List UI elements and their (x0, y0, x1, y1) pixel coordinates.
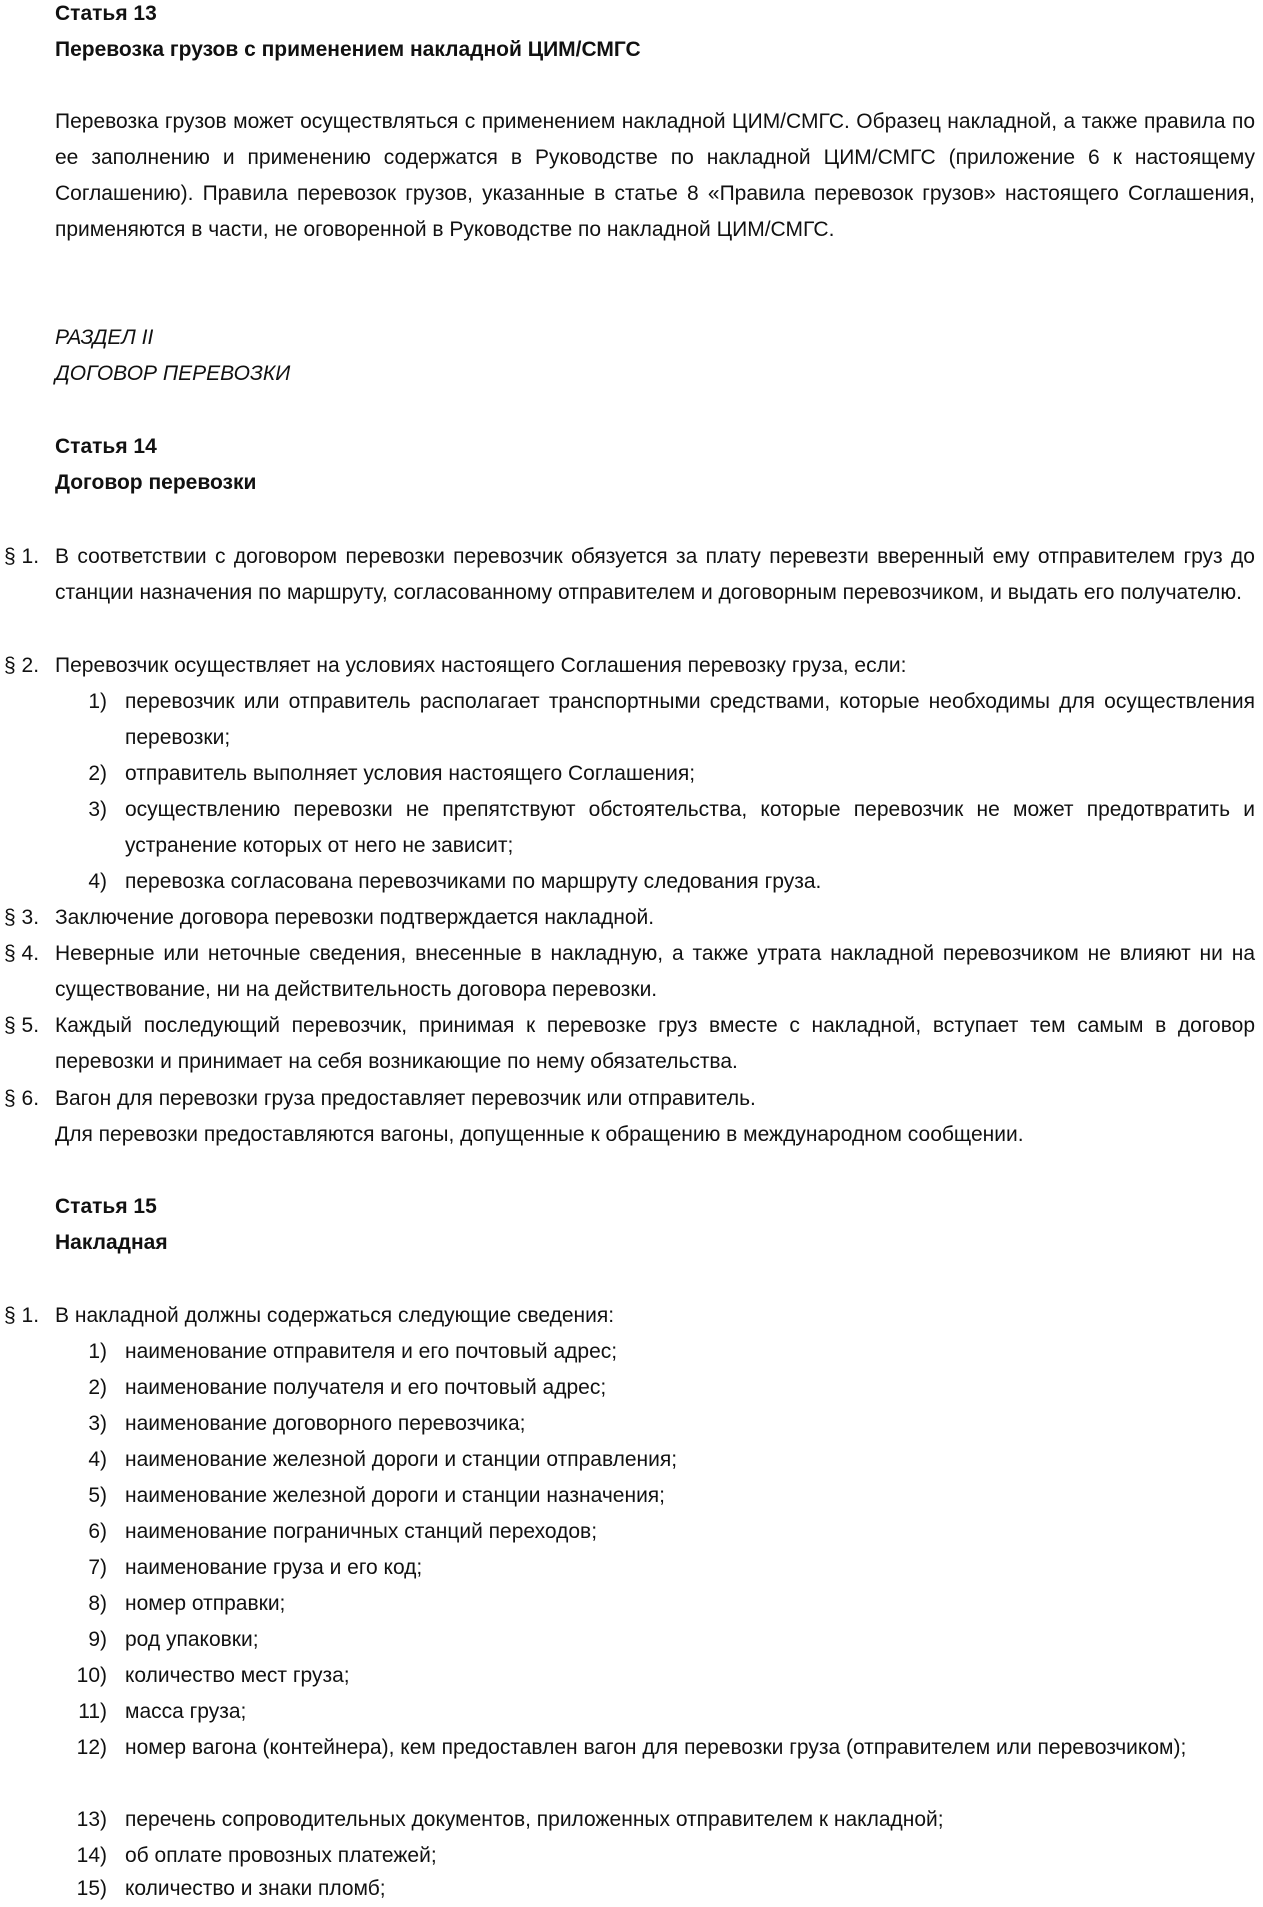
article-15-heading (55, 1189, 1255, 1261)
list-item-number: 3) (88, 1412, 107, 1435)
list-item-number: 3) (88, 798, 107, 821)
paragraph-number: § 1. (4, 545, 40, 568)
list-item-number: 4) (88, 870, 107, 893)
paragraph-number: § 2. (4, 654, 40, 677)
list-item-text: количество и знаки пломб; (125, 1877, 386, 1900)
list-item-text: наименование отправителя и его почтовый адрес; (125, 1340, 618, 1363)
list-item-text: наименование договорного перевозчика; (125, 1412, 526, 1435)
list-item (55, 1514, 1255, 1550)
article-15-paragraph-1 (0, 1298, 1255, 1334)
list-item-text: перевозчик или отправитель располагает транспортными средствами, которые необходимы для осуществления перевозки; (125, 690, 1255, 749)
list-item-number: 13) (76, 1808, 107, 1831)
list-item-number: 2) (88, 1376, 107, 1399)
paragraph-number: § 3. (4, 906, 40, 929)
paragraph-text: Перевозчик осуществляет на условиях настоящего Соглашения перевозку груза, если: (55, 654, 907, 677)
list-item-text: наименование железной дороги и станции назначения; (125, 1484, 666, 1507)
section-title: ДОГОВОР ПЕРЕВОЗКИ (55, 362, 291, 385)
list-item-number: 15) (76, 1877, 107, 1900)
article-14-heading (55, 429, 1255, 501)
paragraph-text: Заключение договора перевозки подтверждается накладной. (55, 906, 655, 929)
list-item-number: 6) (88, 1520, 107, 1543)
list-item (55, 684, 1255, 756)
article-title: Накладная (55, 1231, 168, 1254)
paragraph-text: В соответствии с договором перевозки перевозчик обязуется за плату перевезти вверенный ему отправителем груз до станции назначения по маршруту, согласованному отправителем и договорным перевозчиком, и выдать его получателю. (55, 545, 1255, 604)
paragraph-text: В накладной должны содержаться следующие сведения: (55, 1304, 615, 1327)
article-number: Статья 13 (55, 2, 157, 25)
list-item-text: номер вагона (контейнера), кем предоставлен вагон для перевозки груза (отправителем или перевозчиком); (125, 1736, 1187, 1759)
article-title: Договор перевозки (55, 471, 257, 494)
list-item-number: 1) (88, 690, 107, 713)
paragraph-number: § 6. (4, 1087, 40, 1110)
list-item-number: 12) (76, 1736, 107, 1759)
list-item-text: отправитель выполняет условия настоящего Соглашения; (125, 762, 696, 785)
article-14-paragraph-5 (0, 1008, 1255, 1080)
article-14-paragraph-3 (0, 900, 1255, 936)
article-14-paragraph-4 (0, 936, 1255, 1008)
list-item-number: 4) (88, 1448, 107, 1471)
list-item-number: 7) (88, 1556, 107, 1579)
paragraph-text: Вагон для перевозки груза предоставляет перевозчик или отправитель. (55, 1087, 756, 1110)
list-item (55, 1406, 1255, 1442)
list-item-text: масса груза; (125, 1700, 247, 1723)
list-item-number: 14) (76, 1844, 107, 1867)
list-item-number: 11) (78, 1700, 107, 1723)
paragraph-number: § 1. (4, 1304, 40, 1327)
list-item (55, 1586, 1255, 1622)
list-item-text: род упаковки; (125, 1628, 259, 1651)
article-14-paragraph-1 (0, 539, 1255, 611)
list-item (55, 1370, 1255, 1406)
paragraph-text: Неверные или неточные сведения, внесенные в накладную, а также утрата накладной перевозчиком не влияют ни на существование, ни на действительность договора перевозки. (55, 942, 1255, 1001)
list-item (55, 1871, 1255, 1907)
article-14-paragraph-6-continuation: Для перевозки предоставляются вагоны, допущенные к обращению в международном сообщении. (55, 1123, 1024, 1146)
list-item-number: 5) (88, 1484, 107, 1507)
list-item-text: об оплате провозных платежей; (125, 1844, 437, 1867)
list-item (55, 1802, 1255, 1838)
paragraph-number: § 4. (4, 942, 40, 965)
list-item-text: количество мест груза; (125, 1664, 350, 1687)
list-item (55, 792, 1255, 864)
article-number: Статья 15 (55, 1195, 157, 1218)
list-item-text: наименование груза и его код; (125, 1556, 423, 1579)
list-item (55, 1694, 1255, 1730)
list-item (55, 864, 1255, 900)
list-item (55, 1442, 1255, 1478)
list-item-number: 9) (88, 1628, 107, 1651)
list-item-number: 8) (88, 1592, 107, 1615)
list-item-text: перечень сопроводительных документов, приложенных отправителем к накладной; (125, 1808, 944, 1831)
article-number: Статья 14 (55, 435, 157, 458)
list-item-number: 10) (76, 1664, 107, 1687)
list-item-text: наименование пограничных станций переходов; (125, 1520, 598, 1543)
section-number: РАЗДЕЛ II (55, 326, 154, 349)
list-item (55, 1334, 1255, 1370)
list-item (55, 1622, 1255, 1658)
list-item-text: перевозка согласована перевозчиками по маршруту следования груза. (125, 870, 822, 893)
list-item-text: наименование железной дороги и станции отправления; (125, 1448, 678, 1471)
list-item (55, 1730, 1255, 1766)
list-item-number: 1) (88, 1340, 107, 1363)
paragraph-number: § 5. (4, 1014, 40, 1037)
article-14-paragraph-2 (0, 648, 1255, 684)
list-item (55, 1838, 1255, 1874)
list-item-text: осуществлению перевозки не препятствуют обстоятельства, которые перевозчик не может предотвратить и устранение которых от него не зависит; (125, 798, 1255, 857)
list-item-text: номер отправки; (125, 1592, 286, 1615)
list-item-text: наименование получателя и его почтовый адрес; (125, 1376, 607, 1399)
article-13-text: Перевозка грузов может осуществляться с применением накладной ЦИМ/СМГС. Образец накладной, а также правила по ее заполнению и применению содержатся в Руководстве по накладной ЦИМ/СМГС (приложение 6 к настоящему Соглашению). Правила перевозок грузов, указанные в статье 8 «Правила перевозок грузов» настоящего Соглашения, применяются в части, не оговоренной в Руководстве по накладной ЦИМ/СМГС. (55, 110, 1255, 241)
section-heading (55, 320, 1255, 392)
list-item (55, 756, 1255, 792)
paragraph-text: Каждый последующий перевозчик, принимая к перевозке груз вместе с накладной, вступает тем самым в договор перевозки и принимает на себя возникающие по нему обязательства. (55, 1014, 1255, 1073)
list-item (55, 1658, 1255, 1694)
list-item-number: 2) (88, 762, 107, 785)
article-13-heading (55, 0, 1255, 68)
article-title: Перевозка грузов с применением накладной ЦИМ/СМГС (55, 38, 641, 61)
list-item (55, 1550, 1255, 1586)
list-item (55, 1478, 1255, 1514)
article-14-paragraph-6 (0, 1081, 1255, 1117)
